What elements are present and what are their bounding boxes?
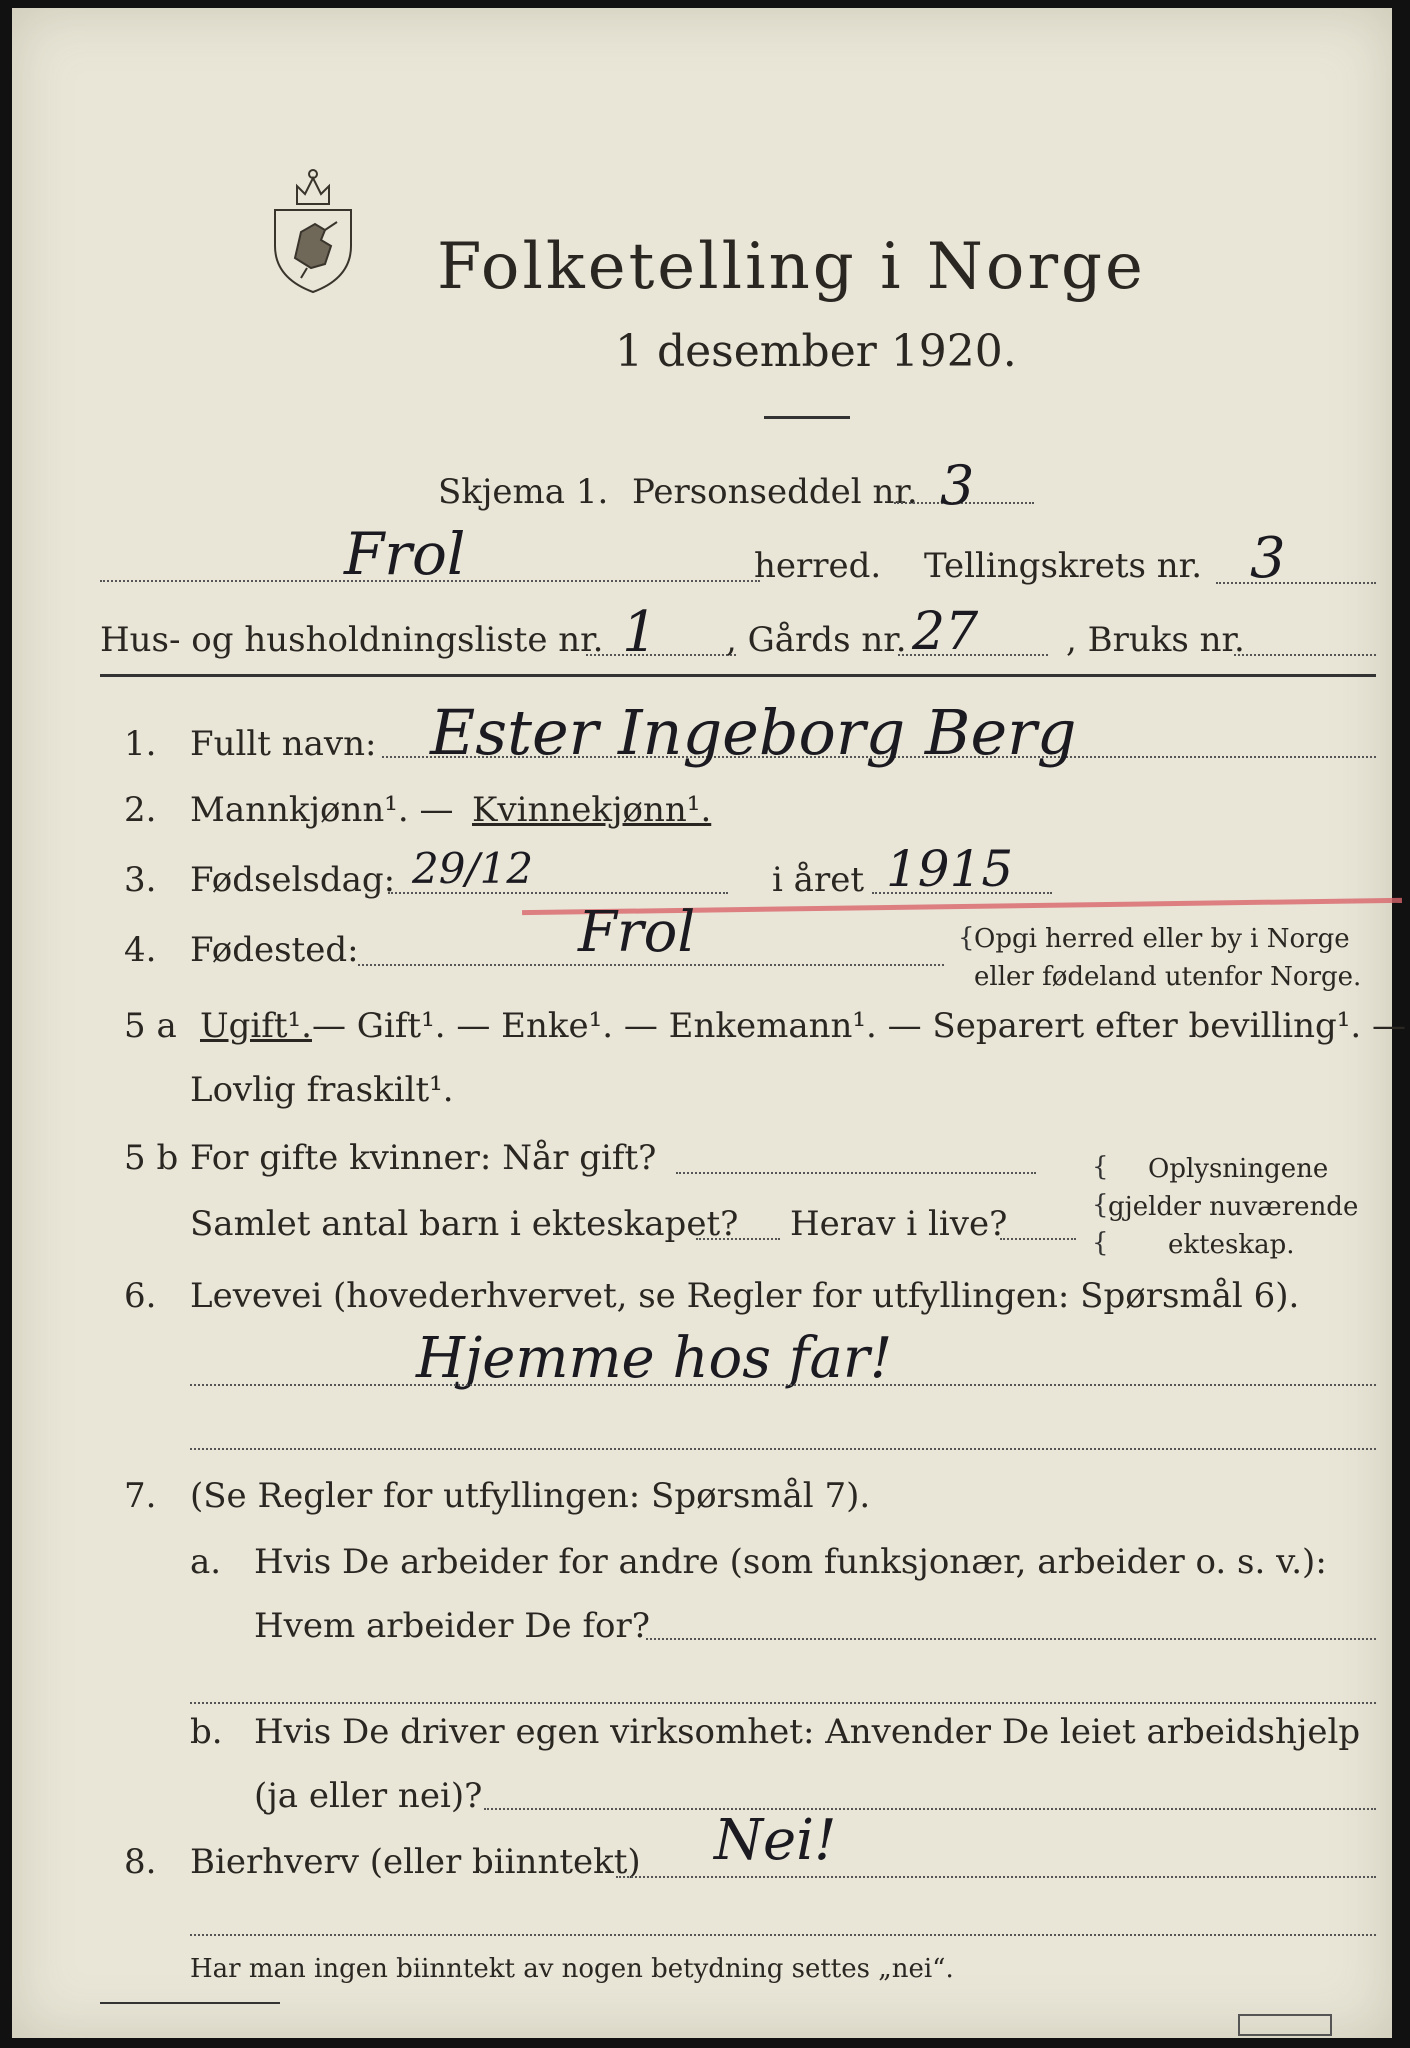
q3-label: Fødselsdag: [190, 860, 396, 900]
q7-label: (Se Regler for utfyllingen: Spørsmål 7). [190, 1476, 871, 1516]
unmarried-option[interactable]: Ugift¹. [200, 1006, 312, 1046]
census-form-page [12, 8, 1407, 2038]
husliste-label: Hus- og husholdningsliste nr. [100, 620, 604, 660]
children-field-line [696, 1238, 780, 1240]
q5b-number: 5 b [124, 1138, 179, 1178]
q5b-note-line2: gjelder nuværende [1108, 1192, 1359, 1222]
birthplace-value[interactable]: Frol [578, 900, 696, 965]
gards-value[interactable]: 27 [912, 602, 979, 662]
q2-number: 2. [124, 790, 157, 830]
employer-field-line-2 [190, 1702, 1376, 1704]
marital-options[interactable]: — Gift¹. — Enke¹. — Enkemann¹. — Separert efter bevilling¹. — [312, 1006, 1407, 1046]
tellingskrets-label: Tellingskrets nr. [924, 546, 1203, 586]
norwegian-coat-of-arms-icon [267, 166, 359, 296]
occupation-field-line-2 [190, 1448, 1376, 1450]
q6-label: Levevei (hovederhvervet, se Regler for utfyllingen: Spørsmål 6). [190, 1276, 1300, 1316]
hired-help-field-line [484, 1808, 1376, 1810]
q8-label: Bierhverv (eller biinntekt) [190, 1842, 641, 1882]
q7-number: 7. [124, 1476, 157, 1516]
bruks-label: , Bruks nr. [1066, 620, 1245, 660]
alive-field-line [1000, 1238, 1076, 1240]
side-income-field-line-2 [190, 1934, 1376, 1936]
form-date: 1 desember 1920. [615, 326, 1017, 377]
q5b-alive-label: Herav i live? [790, 1204, 1008, 1244]
q4-label: Fødested: [190, 930, 359, 970]
personseddel-label: Personseddel nr. [632, 472, 918, 512]
q5b-married-when-label: For gifte kvinner: Når gift? [190, 1138, 657, 1178]
birthday-value[interactable]: 29/12 [412, 844, 534, 893]
side-income-field-line-1 [616, 1876, 1376, 1878]
married-when-field-line [676, 1172, 1036, 1174]
gards-label: , Gårds nr. [726, 620, 907, 660]
q7a-line2: Hvem arbeider De for? [254, 1606, 650, 1646]
herred-label: herred. [754, 546, 882, 586]
title-divider [764, 416, 850, 419]
male-option[interactable]: Mannkjønn¹. — [190, 790, 454, 830]
tellingskrets-field-line [1216, 582, 1376, 584]
footer-note: Har man ingen biinntekt av nogen betydning settes „nei“. [190, 1954, 954, 1984]
q5b-note-line3: ekteskap. [1168, 1230, 1295, 1260]
printer-stamp [1238, 2014, 1332, 2036]
bruks-field-line [1234, 654, 1376, 656]
q7b-number: b. [190, 1712, 223, 1752]
q3-number: 3. [124, 860, 157, 900]
q5b-children-label: Samlet antal barn i ekteskapet? [190, 1204, 739, 1244]
q5b-note-line1: Oplysningene [1148, 1154, 1329, 1184]
husliste-value[interactable]: 1 [622, 600, 658, 665]
schema-label: Skjema 1. [438, 472, 609, 512]
q5a-number: 5 a [124, 1006, 177, 1046]
footnote-rule [100, 2002, 280, 2004]
q4-number: 4. [124, 930, 157, 970]
q7b-line1: Hvis De driver egen virksomhet: Anvender De leiet arbeidshjelp [254, 1712, 1361, 1752]
q5b-note-brace: { { { [1092, 1152, 1109, 1258]
year-value[interactable]: 1915 [886, 840, 1014, 898]
herred-value[interactable]: Frol [344, 520, 466, 588]
occupation-field-line-1 [190, 1384, 1376, 1386]
q1-label: Fullt navn: [190, 724, 377, 764]
q1-number: 1. [124, 724, 157, 764]
tellingskrets-value[interactable]: 3 [1250, 526, 1286, 591]
husliste-field-line [586, 654, 736, 656]
q4-note-brace: { [958, 923, 975, 953]
full-name-value[interactable]: Ester Ingeborg Berg [430, 696, 1077, 769]
personseddel-value[interactable]: 3 [940, 454, 975, 517]
employer-field-line-1 [646, 1638, 1376, 1640]
year-label: i året [772, 860, 864, 900]
q8-number: 8. [124, 1842, 157, 1882]
q6-number: 6. [124, 1276, 157, 1316]
occupation-value[interactable]: Hjemme hos far! [416, 1326, 893, 1391]
divorced-option[interactable]: Lovlig fraskilt¹. [190, 1070, 454, 1110]
side-income-value[interactable]: Nei! [714, 1808, 837, 1873]
header-separator [100, 674, 1376, 677]
female-option[interactable]: Kvinnekjønn¹. [472, 790, 712, 830]
form-title: Folketelling i Norge [437, 230, 1146, 304]
q7a-line1: Hvis De arbeider for andre (som funksjonær, arbeider o. s. v.): [254, 1542, 1327, 1582]
q7a-number: a. [190, 1542, 222, 1582]
q4-note-line2: eller fødeland utenfor Norge. [974, 962, 1362, 992]
q7b-line2: (ja eller nei)? [254, 1776, 483, 1816]
q4-note-line1: Opgi herred eller by i Norge [974, 924, 1350, 954]
